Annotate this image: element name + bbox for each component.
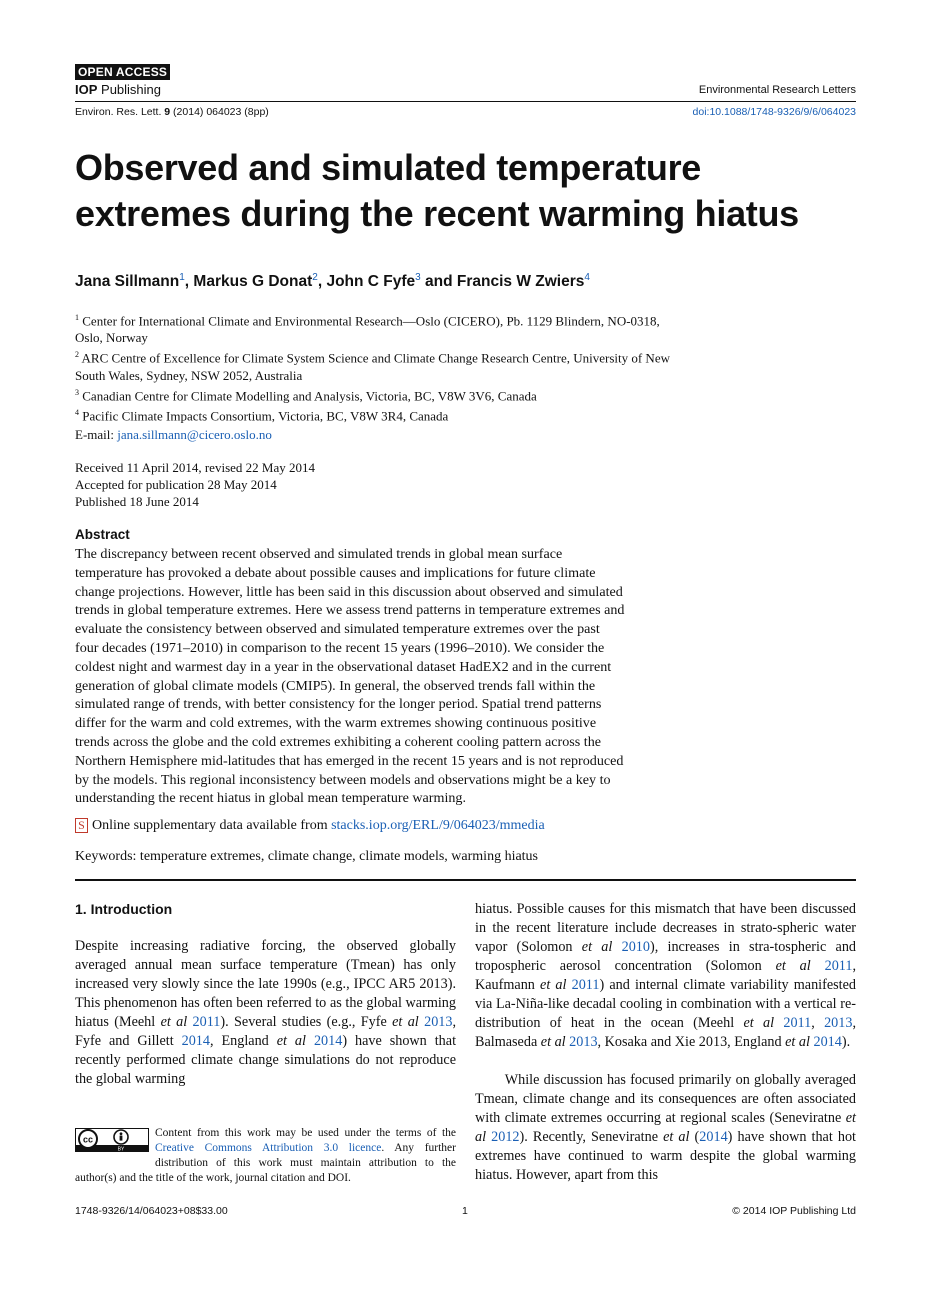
abstract-line: evaluate the consistency between observed and simulated temperature extremes over the past bbox=[75, 621, 600, 638]
publisher-logo-text: Publishing bbox=[97, 82, 162, 97]
svg-text:BY: BY bbox=[117, 1146, 125, 1152]
author-name: Jana Sillmann bbox=[75, 273, 180, 291]
abstract-line: trends in global temperature extremes. Here we assess trend patterns in temperature extremes and bbox=[75, 602, 625, 619]
title-line-1: Observed and simulated temperature bbox=[75, 147, 702, 188]
citation bbox=[75, 106, 269, 118]
journal-name: Environmental Research Letters bbox=[698, 84, 856, 96]
author-affil-link[interactable]: 4 bbox=[584, 272, 590, 283]
supplementary-data bbox=[75, 818, 545, 834]
section-heading: 1. Introduction bbox=[75, 901, 173, 917]
open-access-badge: OPEN ACCESS bbox=[75, 64, 170, 80]
citation-volume: 9 bbox=[164, 106, 171, 118]
license-link[interactable]: Creative Commons Attribution 3.0 licence bbox=[155, 1142, 382, 1154]
intro-column-2-paragraph-2: While discussion has focused primarily on globally averaged Tmean, climate change and its consequences are often associated with climate extremes occurring at regional scales (Seneviratne et al 2012). Recently, Seneviratne et al (2014) have shown that hot extremes have continued to warm despite the global warming hiatus. However, apart from this bbox=[475, 1072, 856, 1183]
affiliations bbox=[75, 309, 685, 424]
email-label: E-mail: bbox=[75, 427, 118, 442]
affiliation-text: Canadian Centre for Climate Modelling and Analysis, Victoria, BC, V8W 3V6, Canada bbox=[82, 387, 537, 403]
citation-suffix: (2014) 064023 (8pp) bbox=[170, 106, 269, 118]
author-sep: , bbox=[317, 273, 327, 291]
abstract-body bbox=[75, 545, 671, 808]
author-name: John C Fyfe bbox=[326, 273, 416, 291]
affiliation-text: Center for International Climate and Environmental Research—Oslo (CICERO), Pb. 1129 Blindern, NO-0318, Oslo, Norway bbox=[75, 313, 660, 346]
abstract-heading: Abstract bbox=[75, 527, 130, 542]
email-link[interactable]: jana.sillmann@cicero.oslo.no bbox=[117, 427, 272, 442]
affiliation-number: 2 bbox=[75, 350, 79, 360]
author-affil-link[interactable]: 3 bbox=[415, 272, 421, 283]
author-affil-link[interactable]: 1 bbox=[179, 272, 185, 283]
svg-text:cc: cc bbox=[82, 1134, 94, 1145]
license-text-2: . Any further distribution of this work must maintain attribution to the author(s) and the title of the work, journal citation and DOI. bbox=[75, 1142, 456, 1184]
author-name: Francis W Zwiers bbox=[456, 273, 585, 291]
author-sep: and bbox=[420, 273, 457, 291]
abstract-line: by the models. This regional inconsistency between models and observations might be a key to bbox=[75, 771, 611, 788]
abstract-line: temperature has provoked a debate about possible causes and implications for future climate bbox=[75, 564, 596, 581]
author-sep: , bbox=[184, 273, 194, 291]
intro-column-2: hiatus. Possible causes for this mismatch that have been discussed in the recent literature include decreases in strato-spheric water vapor (Solomon et al 2010), increases in stra-tospheric and tropospheric aerosol concentration (Solomon et al 2011, Kaufmann et al 2011) and internal climate variability manifested via La-Niña-like decadal cooling in combination with a vertical re-distribution of heat in the ocean (Meehl et al 2011, 2013, Balmaseda et al 2013, Kosaka and Xie 2013, England et al 2014). bbox=[475, 901, 857, 1050]
abstract-line: differ for the warm and cold extremes, with the warm extremes showing continuous positive bbox=[75, 715, 597, 732]
abstract-line: change projections. However, little has been said in this discussion about observed and simulated bbox=[75, 583, 623, 600]
published-date: Published 18 June 2014 bbox=[75, 494, 199, 510]
abstract-line: trends across the globe and the cold extremes exhibiting a coherent cooling pattern across the bbox=[75, 733, 601, 750]
license-text-1: Content from this work may be used under the terms of the bbox=[155, 1127, 456, 1139]
accepted-date: Accepted for publication 28 May 2014 bbox=[75, 477, 277, 493]
publication-dates bbox=[75, 459, 315, 511]
abstract-line: generation of global climate models (CMIP5). In general, the observed trends fall within the bbox=[75, 677, 596, 694]
affiliation-text: Pacific Climate Impacts Consortium, Victoria, BC, V8W 3R4, Canada bbox=[82, 408, 449, 424]
affiliation-number: 4 bbox=[75, 407, 79, 417]
supplementary-text: Online supplementary data available from bbox=[92, 818, 332, 833]
abstract-line: understanding the recent hiatus in global mean temperature warming. bbox=[75, 790, 466, 807]
title-line-2: extremes during the recent warming hiatus bbox=[75, 193, 799, 234]
author-affil-link[interactable]: 2 bbox=[312, 272, 318, 283]
affiliation-item bbox=[75, 346, 685, 383]
affiliation-number: 3 bbox=[75, 387, 79, 397]
affiliation-item bbox=[75, 404, 685, 424]
supplementary-icon[interactable]: S bbox=[75, 818, 88, 833]
supplementary-link[interactable]: stacks.iop.org/ERL/9/064023/mmedia bbox=[331, 818, 545, 833]
author-list bbox=[75, 272, 590, 291]
received-date: Received 11 April 2014, revised 22 May 2014 bbox=[75, 460, 315, 475]
footer-copyright: © 2014 IOP Publishing Ltd bbox=[732, 1205, 856, 1217]
citation-prefix: Environ. Res. Lett. bbox=[75, 106, 165, 118]
abstract-line: four decades (1971–2010) in comparison to the recent 15 years (1996–2010). We consider the bbox=[75, 639, 605, 656]
abstract-line: Northern Hemisphere mid-latitudes that has emerged in the recent 15 years and is not reproduced bbox=[75, 752, 624, 769]
author-name: Markus G Donat bbox=[193, 273, 313, 291]
doi-link[interactable]: doi:10.1088/1748-9326/9/6/064023 bbox=[692, 106, 856, 118]
affiliation-number: 1 bbox=[75, 313, 79, 322]
affiliation-item bbox=[75, 309, 685, 346]
license-notice bbox=[75, 1126, 456, 1186]
publisher-logo[interactable] bbox=[75, 82, 161, 97]
intro-column-1: Despite increasing radiative forcing, the observed globally averaged annual mean surface temperature (Tmean) has only increased very slowly since the late 1990s (e.g., IPCC AR5 2013). This phenomenon has often been referred to as the global warming hiatus (Meehl et al 2011). Several studies (e.g., Fyfe et al 2013, Fyfe and Gillett 2014, England et al 2014) have shown that recently performed climate change simulations do not reproduce the global warming bbox=[75, 938, 457, 1087]
abstract-line: simulated range of trends, with better consistency for the longer period. Spatial trend patterns bbox=[75, 696, 602, 713]
keywords: Keywords: temperature extremes, climate change, climate models, warming hiatus bbox=[75, 849, 539, 864]
affiliation-text: ARC Centre of Excellence for Climate System Science and Climate Change Research Centre, University of New South Wales, Sydney, NSW 2052, Australia bbox=[75, 350, 670, 383]
footer-issn: 1748-9326/14/064023+08$33.00 bbox=[75, 1205, 228, 1217]
abstract-line: coldest night and warmest day in a year in the observational dataset HadEX2 and in the current bbox=[75, 658, 612, 675]
header-divider bbox=[75, 101, 856, 102]
page-number: 1 bbox=[462, 1205, 468, 1217]
body-divider bbox=[75, 879, 856, 881]
page-title bbox=[75, 145, 856, 237]
email-line bbox=[75, 427, 272, 443]
publisher-logo-bold: IOP bbox=[75, 82, 98, 97]
affiliation-item bbox=[75, 384, 685, 404]
abstract-line: The discrepancy between recent observed and simulated trends in global mean surface bbox=[75, 546, 563, 562]
